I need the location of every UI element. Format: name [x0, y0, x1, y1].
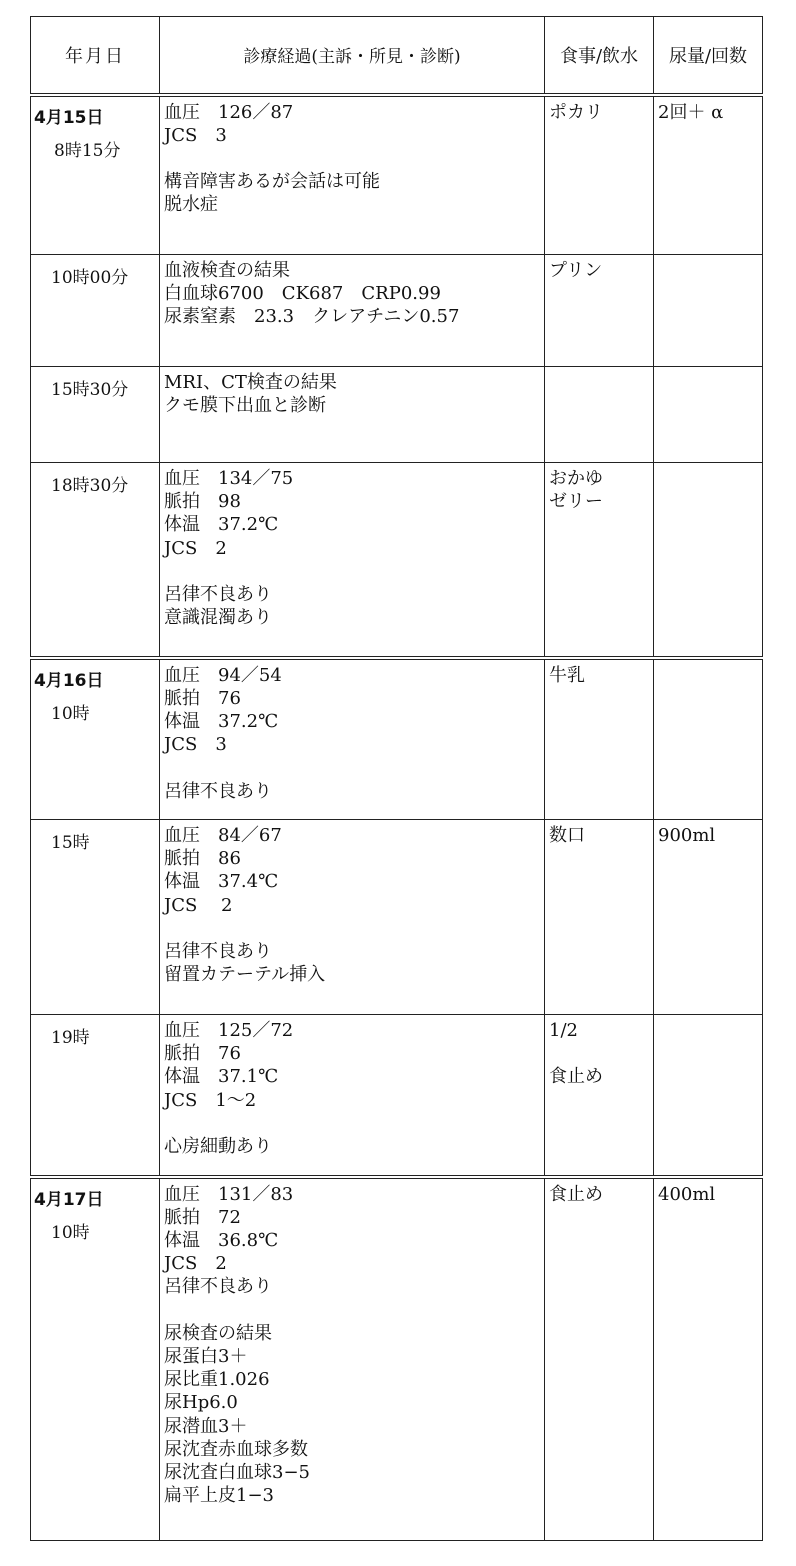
entry-notes: 血圧 125／72 脈拍 76 体温 37.1℃ JCS 1〜2 心房細動あり: [164, 1020, 294, 1158]
notes-cell: [160, 1177, 545, 1541]
urine-cell: [654, 1177, 763, 1541]
date-cell: [31, 255, 160, 367]
entry-diet: [545, 367, 653, 371]
entry-diet: ポカリ: [549, 101, 603, 123]
entry-time: 19時: [51, 1028, 90, 1048]
entry-notes: 血液検査の結果 白血球6700 CK687 CRP0.99 尿素窒素 23.3 クレアチニン0.57: [164, 260, 460, 328]
urine-cell: [654, 820, 763, 1015]
table-row: [31, 367, 763, 463]
diet-cell: [545, 463, 654, 658]
header-date: 年月日: [31, 17, 160, 95]
entry-time: 18時30分: [51, 476, 129, 496]
notes-cell: [160, 367, 545, 463]
entry-urine: [654, 367, 762, 371]
notes-cell: [160, 658, 545, 820]
date-cell: [31, 658, 160, 820]
date-cell: [31, 463, 160, 658]
urine-cell: [654, 367, 763, 463]
notes-cell: [160, 820, 545, 1015]
date-cell: [31, 820, 160, 1015]
date-cell: [31, 367, 160, 463]
notes-cell: [160, 1015, 545, 1177]
entry-time: 15時: [51, 833, 90, 853]
entry-date: 4月15日: [34, 107, 104, 128]
treatment-progress-table: [30, 16, 763, 1541]
urine-cell: [654, 95, 763, 255]
entry-time: 10時: [51, 1222, 90, 1243]
medical-record-sheet: [30, 16, 762, 1541]
urine-cell: [654, 463, 763, 658]
diet-cell: [545, 1177, 654, 1541]
entry-diet: プリン: [549, 260, 603, 281]
entry-notes: 血圧 134／75 脈拍 98 体温 37.2℃ JCS 2 呂律不良あり 意識混濁あり: [164, 468, 294, 629]
entry-time: 10時00分: [51, 268, 129, 288]
entry-time: 15時30分: [51, 380, 129, 400]
table-row: [31, 658, 763, 820]
diet-cell: [545, 1015, 654, 1177]
table-row: [31, 1177, 763, 1541]
table-row: [31, 1015, 763, 1177]
entry-urine: [654, 1015, 762, 1019]
date-cell: [31, 95, 160, 255]
entry-date: 4月16日: [34, 670, 104, 691]
entry-urine: 900ml: [658, 825, 716, 846]
notes-cell: [160, 255, 545, 367]
header-row: [31, 17, 763, 95]
diet-cell: [545, 255, 654, 367]
diet-cell: [545, 820, 654, 1015]
urine-cell: [654, 1015, 763, 1177]
entry-urine: [654, 255, 762, 259]
table-row: [31, 820, 763, 1015]
table-row: [31, 255, 763, 367]
entry-diet: 食止め: [549, 1183, 603, 1205]
date-cell: [31, 1177, 160, 1541]
entry-urine: [654, 660, 762, 664]
entry-notes: 血圧 131／83 脈拍 72 体温 36.8℃ JCS 2 呂律不良あり 尿検査の結果 尿蛋白3＋ 尿比重1.026 尿Hp6.0 尿潜血3＋ 尿沈査赤血球多数 尿沈査白血球3−5 扁平上皮1−3: [164, 1183, 310, 1507]
header-progress: 診療経過(主訴・所見・診断): [160, 17, 545, 95]
entry-urine: 2回＋ α: [658, 101, 724, 123]
diet-cell: [545, 658, 654, 820]
entry-time: 8時15分: [54, 140, 121, 161]
entry-urine: 400ml: [658, 1183, 716, 1205]
notes-cell: [160, 463, 545, 658]
entry-date: 4月17日: [34, 1189, 104, 1210]
diet-cell: [545, 367, 654, 463]
urine-cell: [654, 255, 763, 367]
table-row: [31, 95, 763, 255]
urine-cell: [654, 658, 763, 820]
entry-notes: 血圧 94／54 脈拍 76 体温 37.2℃ JCS 3 呂律不良あり: [164, 664, 282, 802]
date-cell: [31, 1015, 160, 1177]
entry-diet: おかゆ ゼリー: [549, 468, 603, 513]
entry-time: 10時: [51, 703, 90, 724]
entry-notes: MRI、CT検査の結果 クモ膜下出血と診断: [164, 372, 337, 417]
entry-notes: 血圧 84／67 脈拍 86 体温 37.4℃ JCS 2 呂律不良あり 留置カテーテル挿入: [164, 825, 326, 986]
entry-diet: 数口: [549, 825, 585, 846]
diet-cell: [545, 95, 654, 255]
entry-notes: 血圧 126／87 JCS 3 構音障害あるが会話は可能 脱水症: [164, 101, 380, 216]
header-urine: 尿量/回数: [654, 17, 763, 95]
entry-diet: 1/2 食止め: [549, 1020, 603, 1088]
table-row: [31, 463, 763, 658]
notes-cell: [160, 95, 545, 255]
entry-urine: [654, 463, 762, 467]
entry-diet: 牛乳: [549, 664, 585, 686]
header-diet: 食事/飲水: [545, 17, 654, 95]
